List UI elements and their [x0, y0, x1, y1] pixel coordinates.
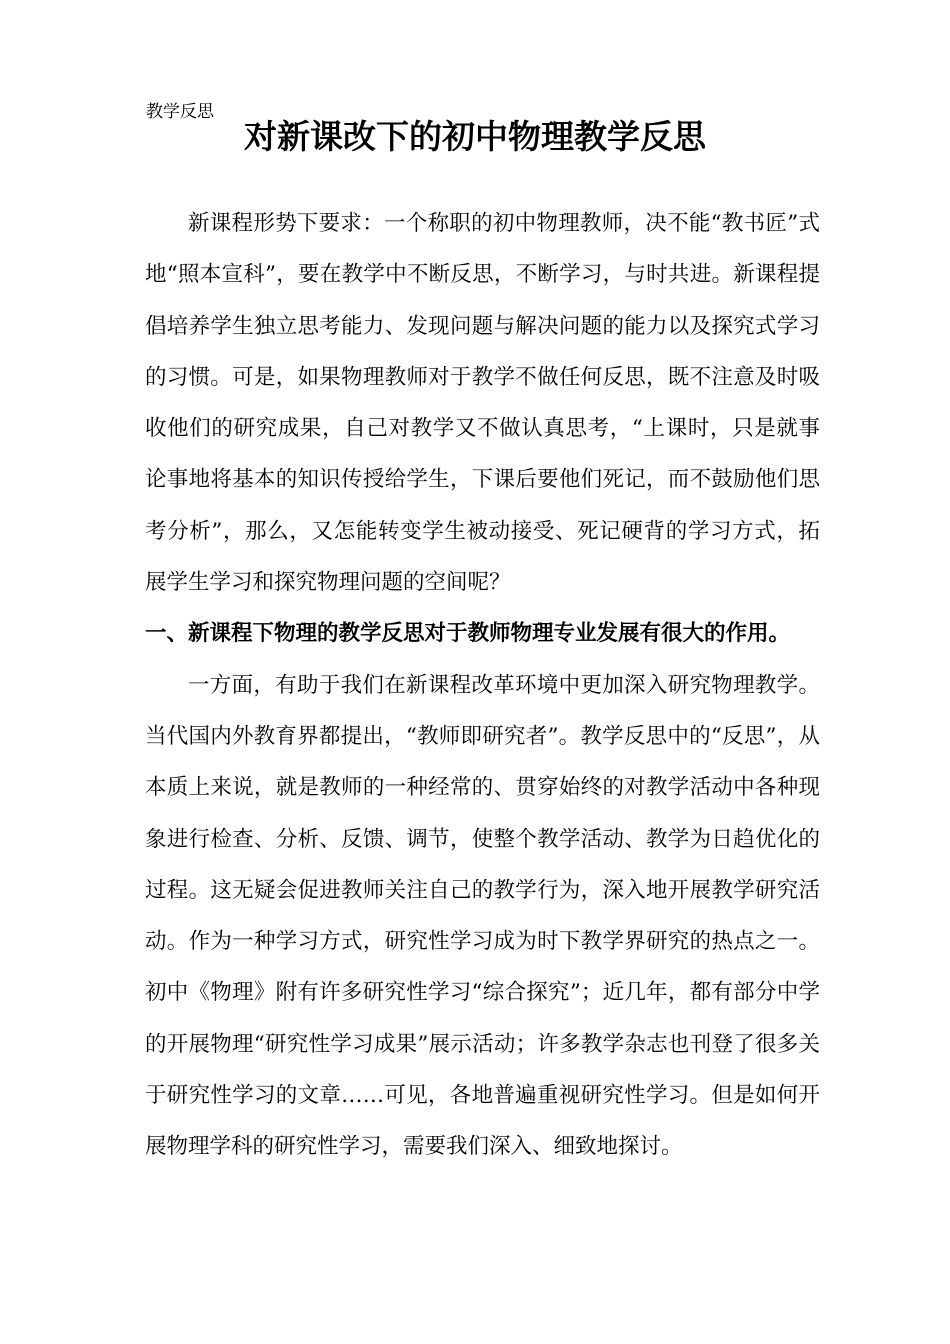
document-body: [145, 198, 820, 1173]
document-title: 对新课改下的初中物理教学反思: [244, 117, 706, 156]
section-paragraph: 一方面，有助于我们在新课程改革环境中更加深入研究物理教学。当代国内外教育界都提出，“教师即研究者”。教学反思中的“反思”，从本质上来说，就是教师的一种经常的、贯穿始终的对教学活动中各种现象进行检查、分析、反馈、调节，使整个教学活动、教学为日趋优化的过程。这无疑会促进教师关注自己的教学行为，深入地开展教学研究活动。作为一种学习方式，研究性学习成为时下教学界研究的热点之一。初中《物理》附有许多研究性学习“综合探究”；近几年，都有部分中学的开展物理“研究性学习成果”展示活动；许多教学杂志也刊登了很多关于研究性学习的文章……可见，各地普遍重视研究性学习。但是如何开展物理学科的研究性学习，需要我们深入、细致地探讨。: [145, 672, 820, 1160]
header-label: 教学反思: [146, 102, 214, 122]
section-heading: 一、新课程下物理的教学反思对于教师物理专业发展有很大的作用。: [145, 621, 791, 647]
intro-paragraph: 新课程形势下要求：一个称职的初中物理教师，决不能“教书匠”式地“照本宣科”，要在教学中不断反思，不断学习，与时共进。新课程提倡培养学生独立思考能力、发现问题与解决问题的能力以及探究式学习的习惯。可是，如果物理教师对于教学不做任何反思，既不注意及时吸收他们的研究成果，自己对教学又不做认真思考，“上课时，只是就事论事地将基本的知识传授给学生，下课后要他们死记，而不鼓励他们思考分析”，那么，又怎能转变学生被动接受、死记硬背的学习方式，拓展学生学习和探究物理问题的空间呢？: [145, 211, 820, 596]
